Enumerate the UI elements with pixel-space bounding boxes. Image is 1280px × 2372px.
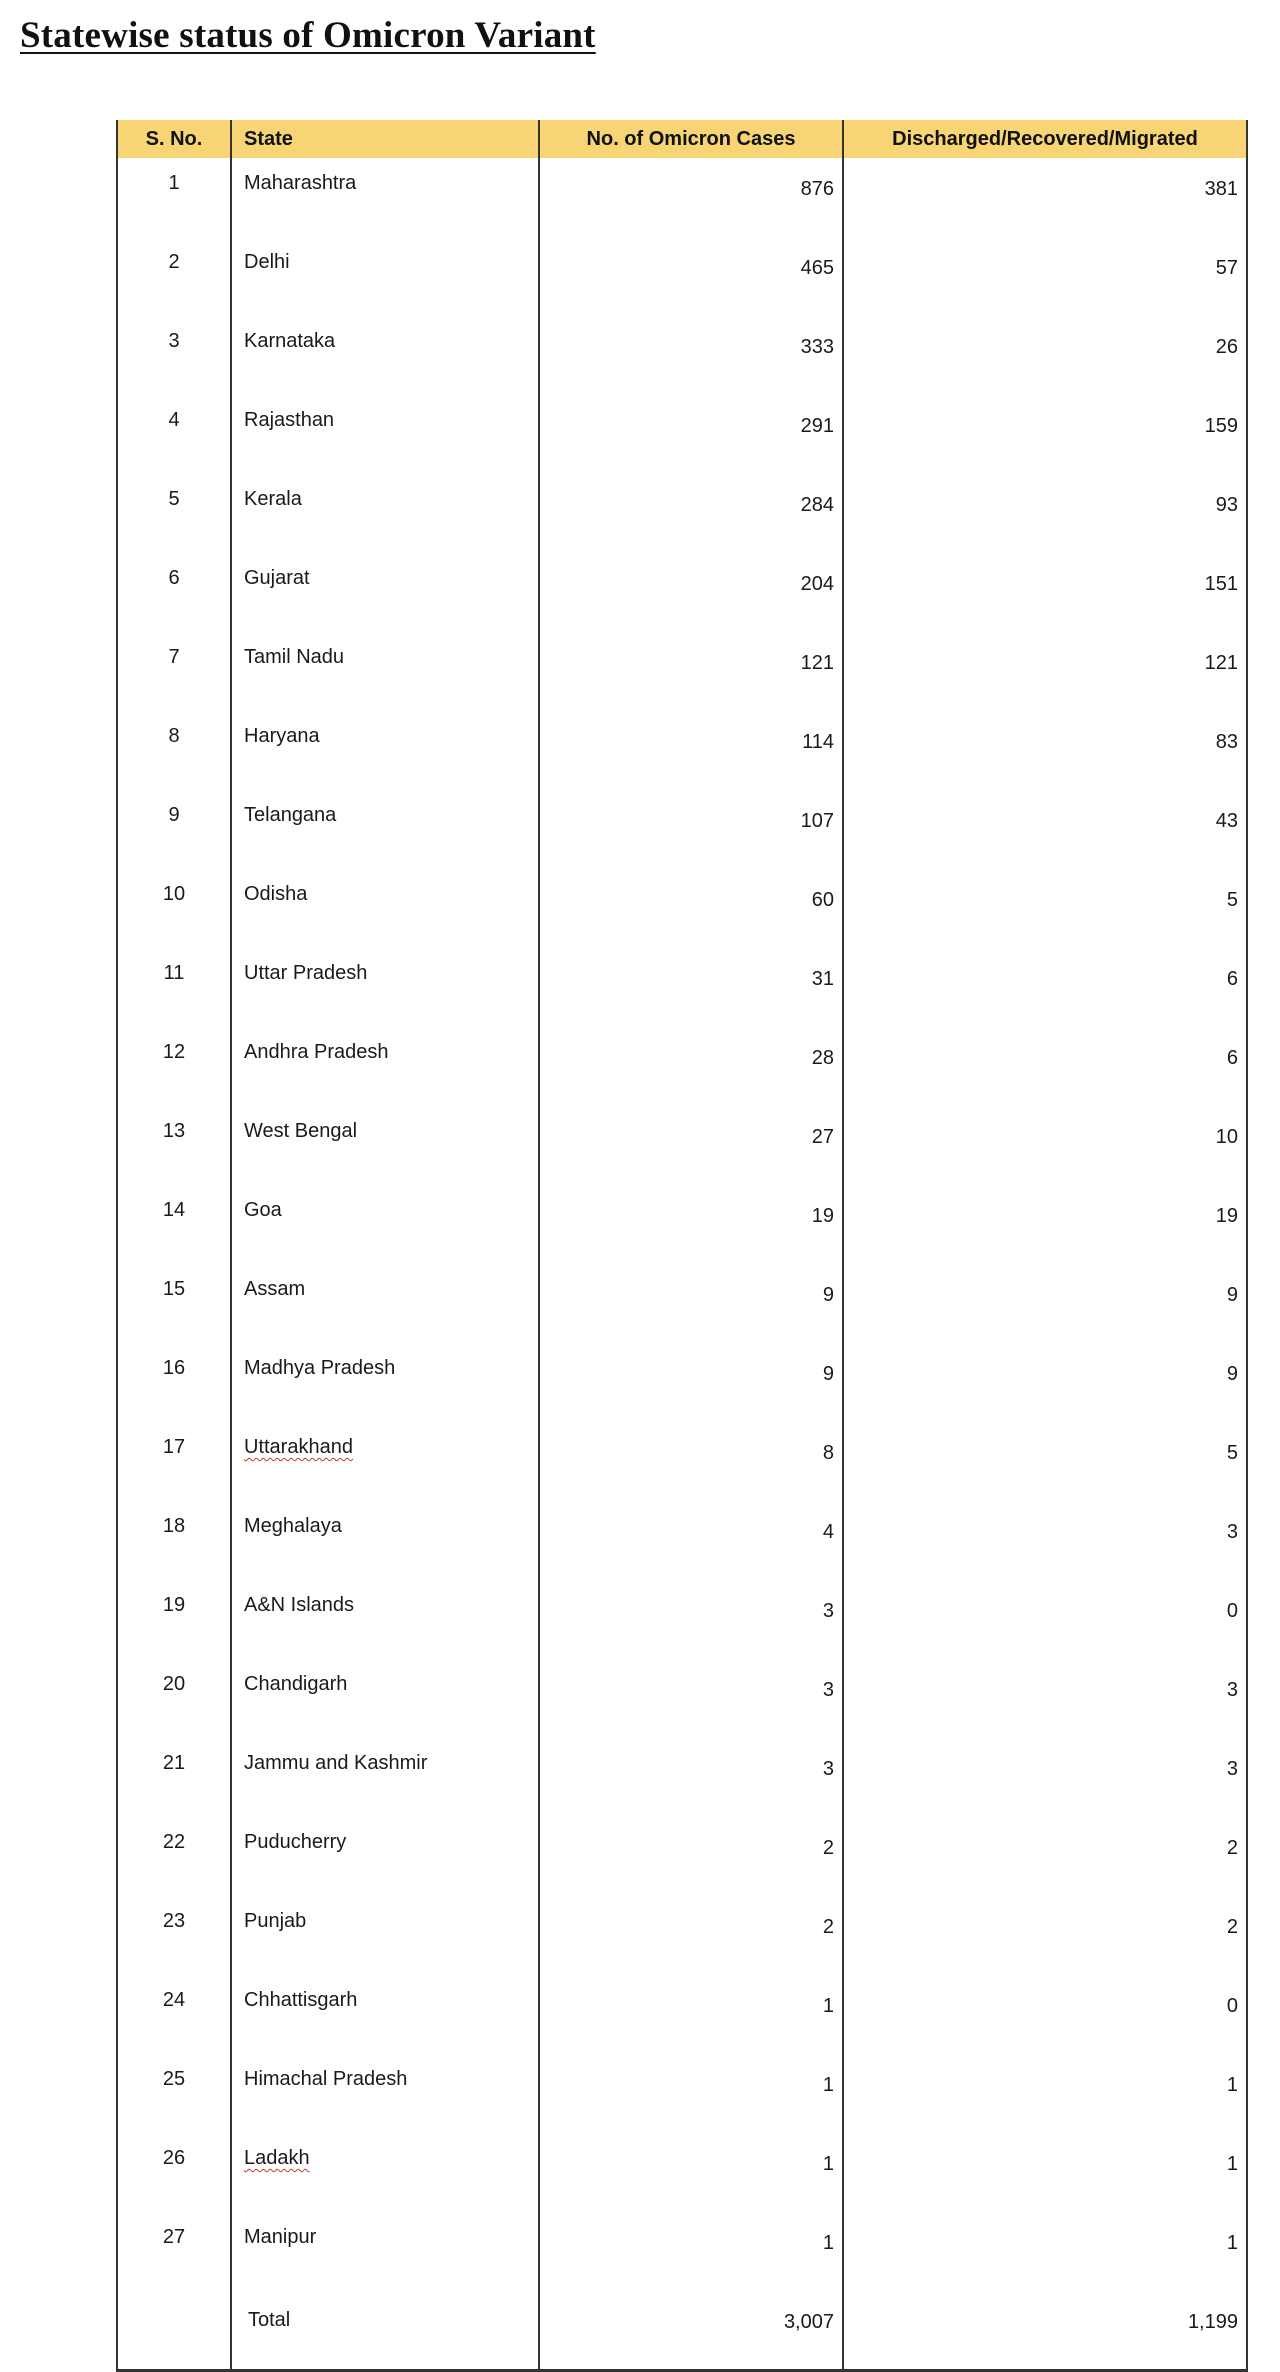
row-state: Meghalaya	[231, 1501, 539, 1580]
row-omicron-cases: 121	[539, 632, 843, 711]
row-omicron-cases: 876	[539, 158, 843, 237]
row-state: Jammu and Kashmir	[231, 1738, 539, 1817]
row-discharged: 43	[843, 790, 1247, 869]
row-discharged: 6	[843, 1027, 1247, 1106]
row-sno: 25	[117, 2054, 231, 2133]
document-title: Statewise status of Omicron Variant	[20, 15, 596, 56]
row-discharged: 10	[843, 1106, 1247, 1185]
row-omicron-cases: 284	[539, 474, 843, 553]
row-sno: 1	[117, 158, 231, 237]
row-sno: 14	[117, 1185, 231, 1264]
table-row	[117, 1817, 1247, 1896]
table-row	[117, 869, 1247, 948]
table-row	[117, 2212, 1247, 2291]
total-sno	[117, 2291, 231, 2371]
row-state: Assam	[231, 1264, 539, 1343]
table-row	[117, 1738, 1247, 1817]
row-omicron-cases: 114	[539, 711, 843, 790]
row-sno: 13	[117, 1106, 231, 1185]
table-row	[117, 553, 1247, 632]
row-discharged: 381	[843, 158, 1247, 237]
row-discharged: 159	[843, 395, 1247, 474]
row-sno: 3	[117, 316, 231, 395]
row-sno: 23	[117, 1896, 231, 1975]
row-omicron-cases: 3	[539, 1738, 843, 1817]
row-sno: 16	[117, 1343, 231, 1422]
row-discharged: 83	[843, 711, 1247, 790]
row-state: Puducherry	[231, 1817, 539, 1896]
row-omicron-cases: 1	[539, 2133, 843, 2212]
row-state: West Bengal	[231, 1106, 539, 1185]
row-state	[231, 2133, 539, 2212]
table-row	[117, 1975, 1247, 2054]
row-discharged: 93	[843, 474, 1247, 553]
row-omicron-cases: 465	[539, 237, 843, 316]
table-row	[117, 1422, 1247, 1501]
row-omicron-cases: 9	[539, 1343, 843, 1422]
row-omicron-cases: 9	[539, 1264, 843, 1343]
row-sno: 24	[117, 1975, 231, 2054]
row-sno: 26	[117, 2133, 231, 2212]
row-discharged: 121	[843, 632, 1247, 711]
row-omicron-cases: 2	[539, 1896, 843, 1975]
row-state: Himachal Pradesh	[231, 2054, 539, 2133]
row-omicron-cases: 204	[539, 553, 843, 632]
row-discharged: 9	[843, 1343, 1247, 1422]
row-discharged: 3	[843, 1738, 1247, 1817]
row-discharged: 19	[843, 1185, 1247, 1264]
header-omicron-cases: No. of Omicron Cases	[539, 120, 843, 158]
row-omicron-cases: 2	[539, 1817, 843, 1896]
table-row	[117, 237, 1247, 316]
row-discharged: 0	[843, 1580, 1247, 1659]
omicron-status-table	[116, 120, 1248, 2372]
row-omicron-cases: 107	[539, 790, 843, 869]
row-sno: 12	[117, 1027, 231, 1106]
table-row	[117, 2054, 1247, 2133]
table-row	[117, 632, 1247, 711]
row-discharged: 2	[843, 1896, 1247, 1975]
row-sno: 17	[117, 1422, 231, 1501]
row-sno: 4	[117, 395, 231, 474]
row-state: Gujarat	[231, 553, 539, 632]
table-row	[117, 1264, 1247, 1343]
row-sno: 8	[117, 711, 231, 790]
state-name-spellcheck: Uttarakhand	[244, 1436, 353, 1458]
header-sno: S. No.	[117, 120, 231, 158]
row-omicron-cases: 291	[539, 395, 843, 474]
table-row	[117, 395, 1247, 474]
row-state: Manipur	[231, 2212, 539, 2291]
table-row	[117, 474, 1247, 553]
row-state: Goa	[231, 1185, 539, 1264]
row-sno: 5	[117, 474, 231, 553]
row-discharged: 26	[843, 316, 1247, 395]
row-discharged: 3	[843, 1659, 1247, 1738]
row-sno: 6	[117, 553, 231, 632]
row-omicron-cases: 4	[539, 1501, 843, 1580]
row-discharged: 57	[843, 237, 1247, 316]
table-total-row	[117, 2291, 1247, 2371]
table-row	[117, 948, 1247, 1027]
row-state: Chandigarh	[231, 1659, 539, 1738]
row-omicron-cases: 27	[539, 1106, 843, 1185]
row-state: Rajasthan	[231, 395, 539, 474]
table-row	[117, 790, 1247, 869]
row-omicron-cases: 3	[539, 1580, 843, 1659]
row-sno: 15	[117, 1264, 231, 1343]
table-row	[117, 1580, 1247, 1659]
row-sno: 22	[117, 1817, 231, 1896]
table-row	[117, 1106, 1247, 1185]
row-discharged: 6	[843, 948, 1247, 1027]
row-omicron-cases: 8	[539, 1422, 843, 1501]
row-omicron-cases: 28	[539, 1027, 843, 1106]
row-state: Odisha	[231, 869, 539, 948]
row-state: Punjab	[231, 1896, 539, 1975]
row-state: Delhi	[231, 237, 539, 316]
table-row	[117, 1027, 1247, 1106]
header-discharged: Discharged/Recovered/Migrated	[843, 120, 1247, 158]
total-cases: 3,007	[539, 2291, 843, 2371]
total-label: Total	[231, 2291, 539, 2371]
row-omicron-cases: 3	[539, 1659, 843, 1738]
row-omicron-cases: 19	[539, 1185, 843, 1264]
row-sno: 18	[117, 1501, 231, 1580]
row-omicron-cases: 333	[539, 316, 843, 395]
row-state: Kerala	[231, 474, 539, 553]
row-omicron-cases: 31	[539, 948, 843, 1027]
table-header-row	[117, 120, 1247, 158]
row-sno: 9	[117, 790, 231, 869]
row-discharged: 1	[843, 2212, 1247, 2291]
row-sno: 11	[117, 948, 231, 1027]
row-omicron-cases: 1	[539, 2212, 843, 2291]
table-row	[117, 1896, 1247, 1975]
table-row	[117, 158, 1247, 237]
row-state: Andhra Pradesh	[231, 1027, 539, 1106]
row-sno: 21	[117, 1738, 231, 1817]
row-discharged: 151	[843, 553, 1247, 632]
row-sno: 20	[117, 1659, 231, 1738]
row-omicron-cases: 1	[539, 1975, 843, 2054]
table-row	[117, 1185, 1247, 1264]
row-sno: 7	[117, 632, 231, 711]
row-state: Karnataka	[231, 316, 539, 395]
row-discharged: 0	[843, 1975, 1247, 2054]
row-omicron-cases: 1	[539, 2054, 843, 2133]
row-state: A&N Islands	[231, 1580, 539, 1659]
row-state: Chhattisgarh	[231, 1975, 539, 2054]
table-row	[117, 1501, 1247, 1580]
table-row	[117, 711, 1247, 790]
row-state: Maharashtra	[231, 158, 539, 237]
row-state: Tamil Nadu	[231, 632, 539, 711]
row-sno: 19	[117, 1580, 231, 1659]
table-row	[117, 1659, 1247, 1738]
table-row	[117, 2133, 1247, 2212]
table-body	[117, 158, 1247, 2371]
state-name-spellcheck: Ladakh	[244, 2147, 310, 2169]
row-sno: 10	[117, 869, 231, 948]
row-discharged: 1	[843, 2054, 1247, 2133]
row-state	[231, 1422, 539, 1501]
row-state: Madhya Pradesh	[231, 1343, 539, 1422]
total-discharged: 1,199	[843, 2291, 1247, 2371]
row-discharged: 5	[843, 1422, 1247, 1501]
row-omicron-cases: 60	[539, 869, 843, 948]
header-state: State	[231, 120, 539, 158]
row-discharged: 9	[843, 1264, 1247, 1343]
row-state: Telangana	[231, 790, 539, 869]
table-row	[117, 316, 1247, 395]
row-state: Uttar Pradesh	[231, 948, 539, 1027]
row-discharged: 5	[843, 869, 1247, 948]
row-discharged: 2	[843, 1817, 1247, 1896]
row-discharged: 3	[843, 1501, 1247, 1580]
row-discharged: 1	[843, 2133, 1247, 2212]
table-row	[117, 1343, 1247, 1422]
row-sno: 27	[117, 2212, 231, 2291]
row-state: Haryana	[231, 711, 539, 790]
row-sno: 2	[117, 237, 231, 316]
